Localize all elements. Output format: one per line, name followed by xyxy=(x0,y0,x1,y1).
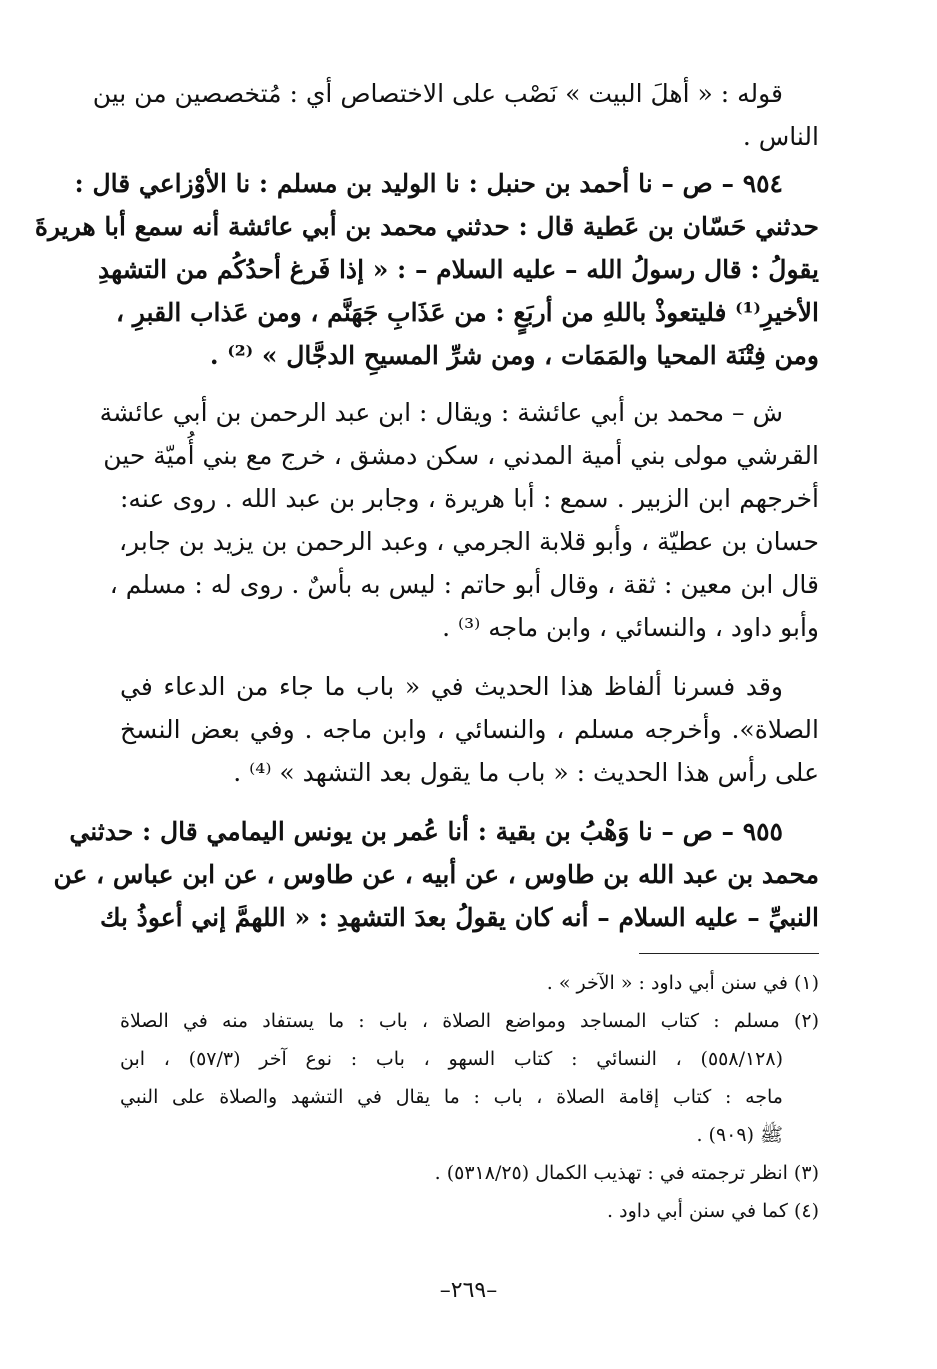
gloss-paragraph xyxy=(92,72,819,158)
text-line: الصلاة». وأخرجه مسلم ، والنسائي ، وابن ماجه . وفي بعض النسخ xyxy=(120,715,819,744)
text-line: ومن فِتْنَة المحيا والمَمَات ، ومن شرِّ المسيحِ الدجَّال » ⁽²⁾ . xyxy=(209,341,819,370)
text-line: القرشي مولى بني أمية المدني ، سكن دمشق ، خرج مع بني أُميّة حين xyxy=(103,441,819,470)
text-line: محمد بن عبد الله بن طاوس ، عن أبيه ، عن طاوس ، عن ابن عباس ، عن xyxy=(53,860,819,889)
text-line: وقد فسرنا ألفاظ هذا الحديث في « باب ما جاء من الدعاء في xyxy=(120,672,783,701)
text-line: الأخيرِ⁽¹⁾ فليتعوذْ باللهِ من أربَعٍ : من عَذَابِ جَهَنَّم ، ومن عَذاب القبرِ ، xyxy=(115,298,819,327)
text-line: أخرجهم ابن الزبير . سمع : أبا هريرة ، وجابر بن عبد الله . روى عنه: xyxy=(120,484,819,513)
footnote-divider xyxy=(639,953,819,954)
footnote-line: (٣) انظر ترجمته في : تهذيب الكمال (٥٣١٨/٢٥) . xyxy=(434,1162,819,1184)
footnote-line: ﷺ (٩٠٩) . xyxy=(696,1124,783,1146)
footnote-line: (٤) كما في سنن أبي داود . xyxy=(607,1200,819,1222)
hadith-954 xyxy=(34,162,819,377)
text-line: على رأس هذا الحديث : « باب ما يقول بعد التشهد » ⁽⁴⁾ . xyxy=(233,758,819,787)
commentary-paragraph xyxy=(120,665,819,794)
footnote-line: (٥٥٨/١٢٨) ، النسائي : كتاب السهو ، باب : نوع آخر (٥٧/٣) ، ابن xyxy=(120,1048,784,1070)
text-line: ش – محمد بن أبي عائشة : ويقال : ابن عبد الرحمن بن أبي عائشة xyxy=(99,398,783,427)
text-line: ٩٥٤ – ص – نا أحمد بن حنبل : نا الوليد بن مسلم : نا الأوْزاعي قال : xyxy=(74,169,783,198)
footnote-line: (٢) مسلم : كتاب المساجد ومواضع الصلاة ، باب : ما يستفاد منه في الصلاة xyxy=(120,1010,819,1032)
footnotes xyxy=(120,964,819,1230)
page-number: –٢٦٩– xyxy=(439,1278,498,1303)
text-line: الناس . xyxy=(742,122,819,151)
text-line: قال ابن معين : ثقة ، وقال أبو حاتم : ليس به بأسٌ . روى له : مسلم ، xyxy=(109,570,819,599)
text-line: ٩٥٥ – ص – نا وَهْبُ بن بقية : أنا عُمر بن يونس اليمامي قال : حدثني xyxy=(69,817,783,846)
text-line: حدثني حَسّان بن عَطية قال : حدثني محمد بن أبي عائشة أنه سمع أبا هريرةَ xyxy=(34,212,819,241)
text-line: حسان بن عطيّة ، وأبو قلابة الجرمي ، وعبد الرحمن بن يزيد بن جابر، xyxy=(118,527,819,556)
footnote-line: ماجه : كتاب إقامة الصلاة ، باب : ما يقال في التشهد والصلاة على النبي xyxy=(120,1086,783,1108)
footnote-line: (١) في سنن أبي داود : « الآخر » . xyxy=(546,972,819,994)
text-line: يقولُ : قال رسولُ الله – عليه السلام – : « إذا فَرغ أحدُكُم من التشهدِ xyxy=(97,255,819,284)
text-line: قوله : « أهلَ البيت » نَصْب على الاختصاص أي : مُتخصصين من بين xyxy=(92,79,783,108)
commentary-paragraph xyxy=(99,391,819,649)
text-line: وأبو داود ، والنسائي ، وابن ماجه ⁽³⁾ . xyxy=(442,613,819,642)
hadith-955 xyxy=(53,810,819,939)
text-line: النبيِّ – عليه السلام – أنه كان يقولُ بعدَ التشهدِ : « اللهمَّ إني أعوذُ بك xyxy=(99,903,819,932)
